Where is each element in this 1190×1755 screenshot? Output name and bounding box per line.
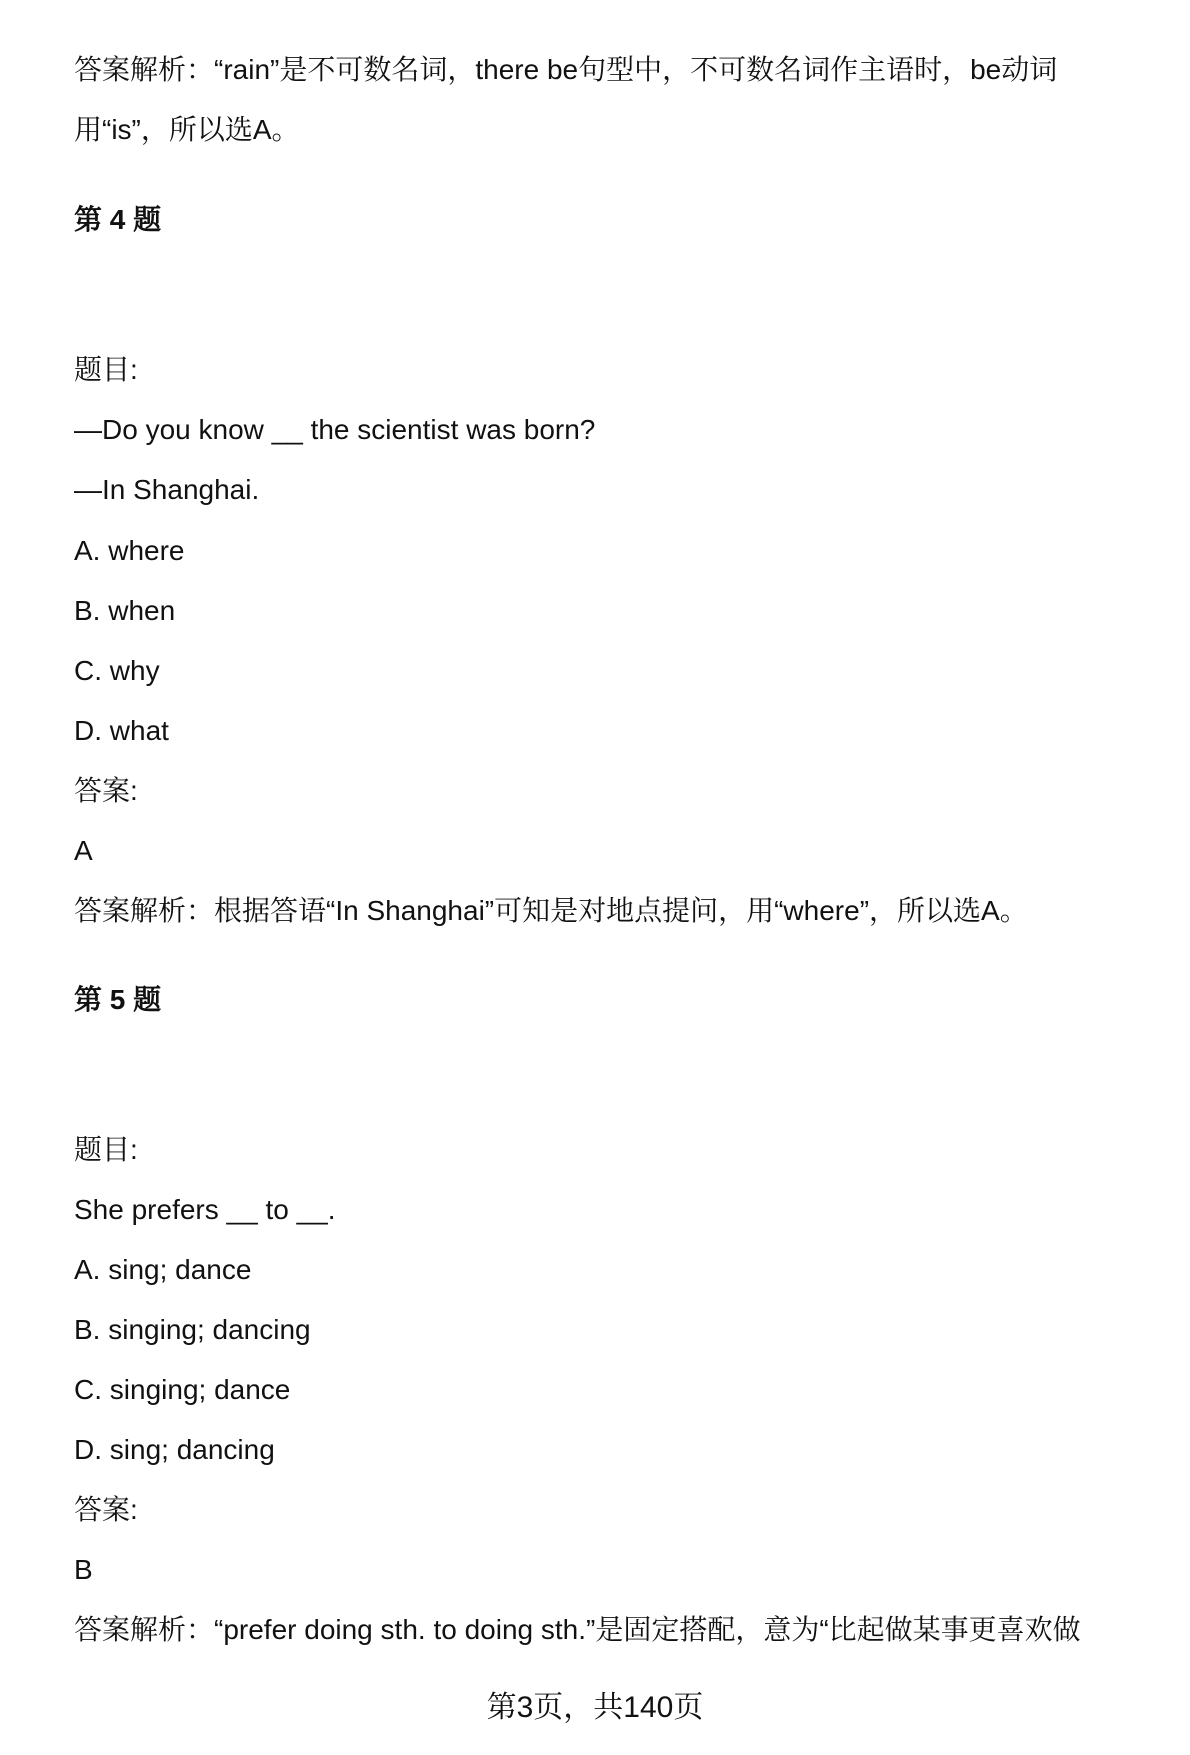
question-4-option-b: B. when	[74, 595, 176, 626]
question-4-explanation: 答案解析：根据答语“In Shanghai”可知是对地点提问，用“where”，所以选A。	[74, 895, 1028, 926]
question-4-answer: A	[74, 835, 93, 866]
question-5-option-c: C. singing; dance	[74, 1374, 291, 1405]
question-5-answer: B	[74, 1554, 93, 1585]
question-4-prompt-label: 题目:	[74, 354, 138, 385]
question-5-stem: She prefers __ to __.	[74, 1194, 336, 1225]
question-4-answer-label: 答案:	[74, 775, 138, 806]
question-4-option-c: C. why	[74, 655, 160, 686]
question-4-stem-line1: —Do you know __ the scientist was born?	[74, 414, 596, 445]
question-5-option-b: B. singing; dancing	[74, 1314, 311, 1345]
question-5-option-d: D. sing; dancing	[74, 1434, 275, 1465]
question-4-heading: 第 4 题	[74, 204, 162, 235]
question-5-option-a: A. sing; dance	[74, 1254, 252, 1285]
prev-explanation-line2: 用“is”，所以选A。	[74, 114, 300, 145]
question-5-heading: 第 5 题	[74, 984, 162, 1015]
question-4-option-a: A. where	[74, 535, 185, 566]
prev-explanation-line1: 答案解析：“rain”是不可数名词，there be句型中，不可数名词作主语时，be动词	[74, 54, 1058, 85]
question-5-answer-label: 答案:	[74, 1494, 138, 1525]
question-5-prompt-label: 题目:	[74, 1134, 138, 1165]
question-5-explanation: 答案解析：“prefer doing sth. to doing sth.”是固定搭配，意为“比起做某事更喜欢做	[74, 1614, 1081, 1645]
question-4-option-d: D. what	[74, 715, 169, 746]
page-indicator: 第3页，共140页	[486, 1691, 704, 1724]
question-4-stem-line2: —In Shanghai.	[74, 474, 260, 505]
